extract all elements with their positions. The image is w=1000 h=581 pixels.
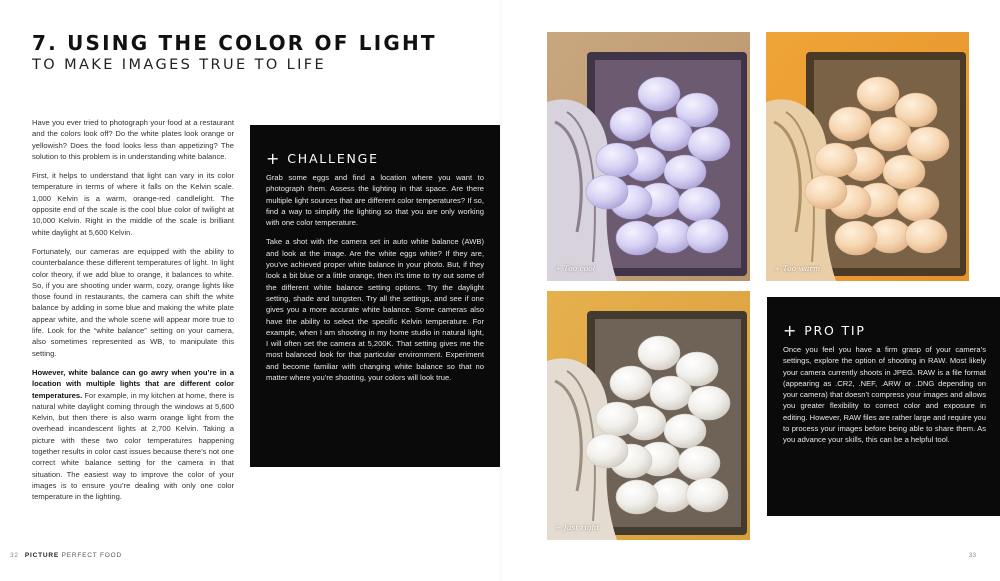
- challenge-box: [250, 125, 500, 467]
- challenge-heading-row: [266, 148, 484, 168]
- page-number-right: 33: [968, 552, 976, 559]
- body-paragraph: Have you ever tried to photograph your food at a restaurant and the colors look off? Do the white plates look orange or yellowish? Does the food looks less than appetizing? The solution to this problem is in understanding white balance.: [32, 118, 234, 161]
- egg: [586, 434, 628, 468]
- photo-caption: + Too cool: [555, 264, 596, 273]
- egg: [907, 127, 949, 161]
- book-title-bold: PICTURE: [24, 552, 59, 559]
- challenge-heading: CHALLENGE: [287, 151, 379, 166]
- egg: [688, 386, 730, 420]
- page-title: 7. USING THE COLOR OF LIGHT: [32, 31, 437, 55]
- book-title-rest: PERFECT FOOD: [58, 552, 122, 559]
- egg-crate-illustration: [547, 291, 750, 540]
- challenge-paragraph: Grab some eggs and find a location where you want to photograph them. Assess the lighting in that space. Are there multiple light sources that are different color temperatures? If so, find a way to simplify the lighting so that you are only working with one color temperature.: [266, 173, 484, 228]
- egg: [638, 77, 680, 111]
- plus-icon: +: [266, 148, 282, 168]
- egg: [650, 117, 692, 151]
- egg: [596, 143, 638, 177]
- body-text-column: [32, 117, 234, 511]
- egg: [857, 77, 899, 111]
- egg: [815, 143, 857, 177]
- egg: [610, 107, 652, 141]
- body-paragraph: First, it helps to understand that light can vary in its color temperature in terms of where it falls on the Kelvin scale. 1,000 Kelvin is a warm, orange-red candlelight. The opposite end of the scale is the cool blue color of twilight at 10,000 Kelvin. Right in the middle of the scale is brilliant white daylight at 5,600 Kelvin.: [32, 171, 234, 237]
- egg: [650, 376, 692, 410]
- body-emphasis: However, white balance can go awry when you’re in a location with multiple lights that are different color temperatures.: [32, 367, 234, 400]
- pro-tip-paragraph: Once you feel you have a firm grasp of your camera’s settings, explore the option of shooting in RAW. Most likely your camera currently shoots in JPEG. RAW is a file format (appearing as .CR2, .NEF, .ARW or .DNG depending on your camera) that doesn’t compress your images and allows you greater flexibility to correct color and exposure in editing. However, RAW files are rather large and require you to process your images before being able to share them. As you advance your skills, this can be a helpful tool.: [783, 345, 986, 445]
- egg: [688, 127, 730, 161]
- photo-too-warm: [766, 32, 970, 281]
- pro-tip-heading-row: [783, 320, 986, 340]
- egg: [664, 155, 706, 189]
- egg: [686, 478, 728, 512]
- egg: [869, 117, 911, 151]
- challenge-paragraph: Take a shot with the camera set in auto white balance (AWB) and look at the image. Are the white eggs white? If they are, you’ve achieved proper white balance in your photo. But, if they look a bit blue or a little orange, then it’s time to try out some of the different white balance setting options. Try the daylight setting, shade and tungsten. Try all the settings, and see if one gives you a more accurate white balance. Some cameras also have the ability to select the specific Kelvin temperature. For example, when I am shooting in my home studio in natural light, I will often set the camera at 5,200K. That setting gives me the most balanced look for that particular environment. Experiment and become familiar with changing white balance so that no matter where you’re shooting, your colors will look true.: [266, 237, 484, 383]
- challenge-text: [266, 172, 484, 383]
- egg-crate-illustration: [547, 32, 750, 281]
- footer-left: [10, 552, 122, 559]
- pro-tip-box: [767, 297, 1000, 516]
- photo-caption: + Too warm: [774, 264, 821, 273]
- photo-just-right: [547, 291, 750, 540]
- egg: [610, 366, 652, 400]
- egg: [897, 187, 939, 221]
- egg: [805, 175, 847, 209]
- body-paragraph-rest: For example, in my kitchen at home, there is natural white daylight coming through the windows at 5,600 Kelvin, but then there is also warm orange light from the overhead incandescent lights at 2,700 Kelvin. Taking a picture with these two color temperatures happening together results in color cast issues because there’s not one correct white balance setting for the camera in that situation. The easiest way to improve the color of your images is to ensure you’re dealing with only one color temperature in the lighting.: [32, 390, 234, 502]
- page-gutter: [500, 0, 502, 581]
- pro-tip-text: [783, 344, 986, 446]
- photo-caption: + Just right: [555, 523, 600, 532]
- egg: [829, 107, 871, 141]
- body-paragraph: [32, 367, 234, 503]
- egg: [596, 402, 638, 436]
- egg: [664, 414, 706, 448]
- page-number-left: 32: [10, 552, 19, 559]
- egg: [586, 175, 628, 209]
- egg: [686, 219, 728, 253]
- egg: [883, 155, 925, 189]
- egg: [835, 221, 877, 255]
- body-paragraph: Fortunately, our cameras are equipped with the ability to counterbalance these different temperatures of light. In light color theory, if we add blue to orange, it balances to white. So, if you are shooting under warm, cozy, orange lights like those found in restaurants, the camera can shift the white balance by adding in some blue and making the white plate appear white, and the whole scene will appear more true to life. Look for the “white balance” setting on your camera, also sometimes represented as WB, to manipulate this setting.: [32, 246, 234, 358]
- pro-tip-heading: PRO TIP: [804, 323, 866, 338]
- egg: [616, 480, 658, 514]
- egg: [678, 187, 720, 221]
- photo-too-cool: [547, 32, 750, 281]
- egg: [905, 219, 947, 253]
- egg: [616, 221, 658, 255]
- plus-icon: +: [783, 320, 799, 340]
- egg: [638, 336, 680, 370]
- page-subtitle: TO MAKE IMAGES TRUE TO LIFE: [32, 57, 327, 73]
- egg: [678, 446, 720, 480]
- egg-crate-illustration: [766, 32, 969, 281]
